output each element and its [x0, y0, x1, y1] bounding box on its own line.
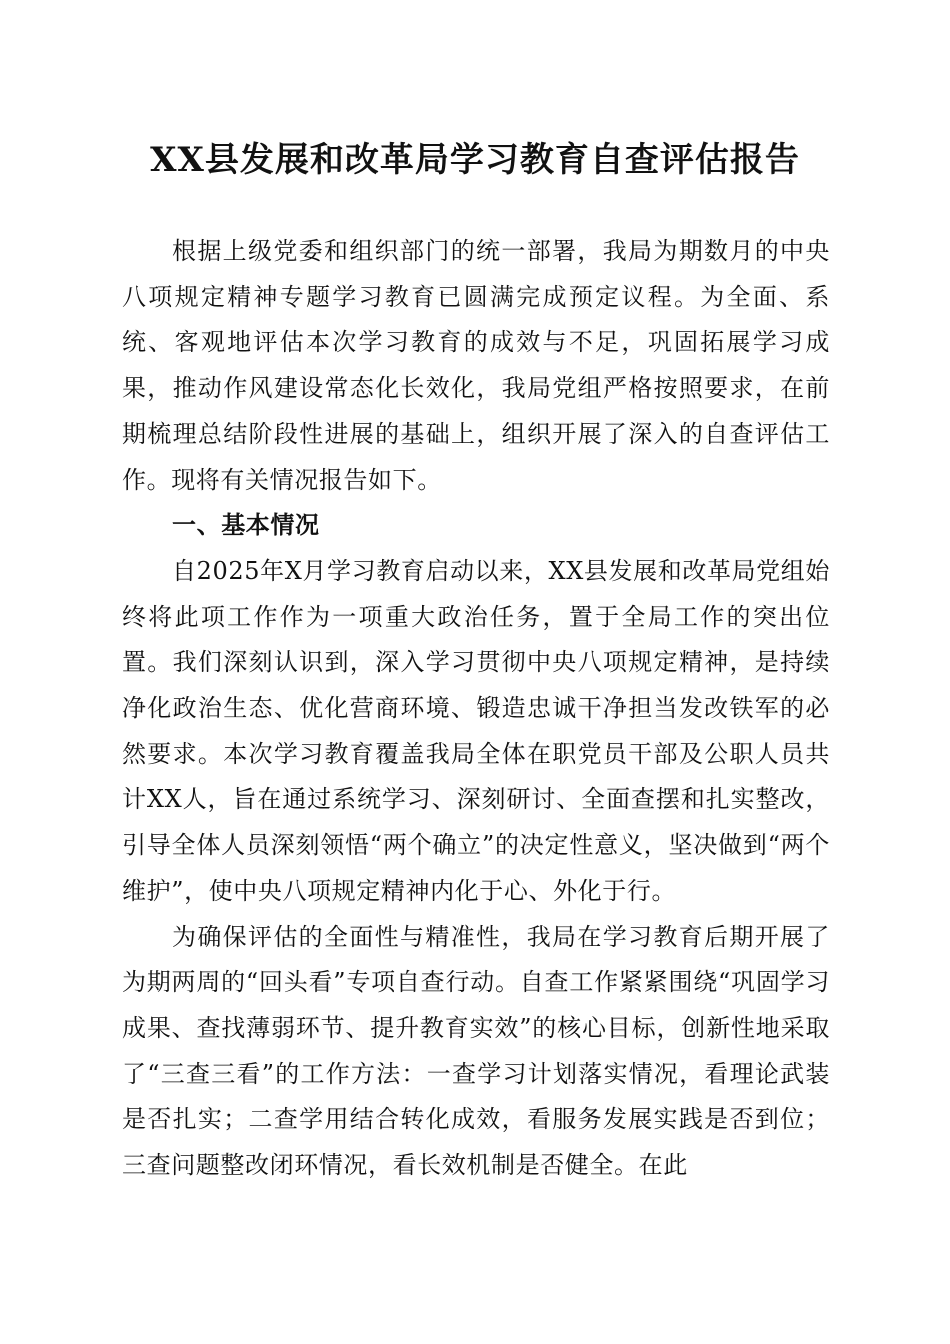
document-body — [122, 229, 830, 1189]
section-paragraph: 为确保评估的全面性与精准性，我局在学习教育后期开展了为期两周的“回头看”专项自查行动。自查工作紧紧围绕“巩固学习成果、查找薄弱环节、提升教育实效”的核心目标，创新性地采取了“三查三看”的工作方法：一查学习计划落实情况，看理论武装是否扎实；二查学用结合转化成效，看服务发展实践是否到位；三查问题整改闭环情况，看长效机制是否健全。在此 — [122, 922, 830, 1180]
section-heading-basic-situation: 一、基本情况 — [172, 511, 320, 540]
section-paragraph: 自2025年X月学习教育启动以来，XX县发展和改革局党组始终将此项工作作为一项重大政治任务，置于全局工作的突出位置。我们深刻认识到，深入学习贯彻中央八项规定精神，是持续净化政治生态、优化营商环境、锻造忠诚干净担当发改铁军的必然要求。本次学习教育覆盖我局全体在职党员干部及公职人员共计XX人，旨在通过系统学习、深刻研讨、全面查摆和扎实整改，引导全体人员深刻领悟“两个确立”的决定性意义，坚决做到“两个维护”，使中央八项规定精神内化于心、外化于行。 — [122, 556, 830, 905]
intro-paragraph: 根据上级党委和组织部门的统一部署，我局为期数月的中央八项规定精神专题学习教育已圆满完成预定议程。为全面、系统、客观地评估本次学习教育的成效与不足，巩固拓展学习成果，推动作风建设常态化长效化，我局党组严格按照要求，在前期梳理总结阶段性进展的基础上，组织开展了深入的自查评估工作。现将有关情况报告如下。 — [122, 237, 830, 494]
document-title: XX县发展和改革局学习教育自查评估报告 — [150, 140, 800, 180]
